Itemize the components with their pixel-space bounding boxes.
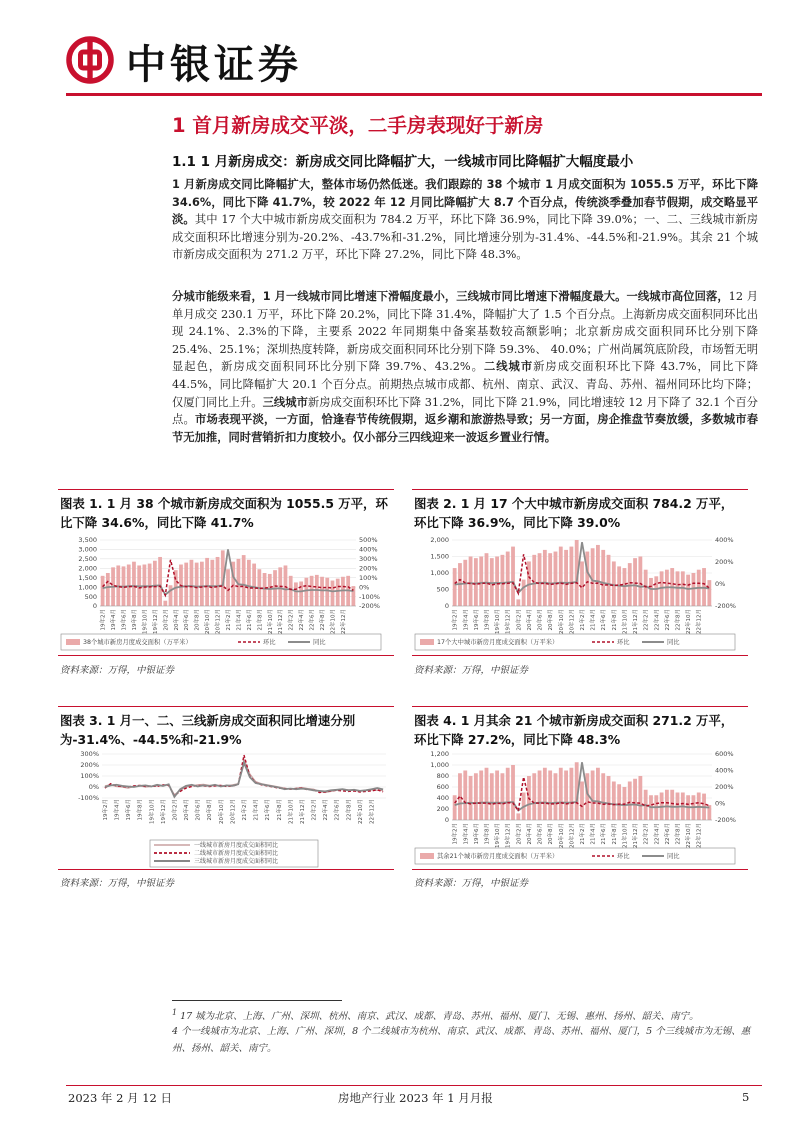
y-left-tick-label: 1,000 [430, 761, 449, 770]
bar [205, 558, 209, 606]
x-tick-label: 22年8月 [346, 799, 353, 821]
y-left-tick-label: 600 [436, 783, 449, 792]
bar [325, 578, 329, 606]
x-tick-label: 19年2月 [452, 823, 459, 845]
bar [543, 550, 547, 606]
x-tick-label: 22年6月 [334, 799, 341, 821]
paragraph-2 [172, 288, 758, 446]
y-left-tick-label: 1,000 [430, 569, 449, 578]
x-tick-label: 19年8月 [484, 609, 491, 631]
figure-2-chart [414, 534, 750, 654]
x-tick-label: 21年6月 [246, 609, 253, 631]
x-tick-label: 21年2月 [580, 609, 586, 631]
bar [580, 782, 584, 821]
y-right-tick-label: 600% [715, 750, 734, 759]
bar [169, 585, 173, 606]
bar [569, 547, 573, 606]
x-tick-label: 19年6月 [473, 609, 480, 631]
figure-1-top-rule [58, 489, 394, 490]
x-tick-label: 22年2月 [643, 823, 650, 845]
bar [591, 771, 595, 821]
bar [304, 578, 308, 606]
x-tick-label: 21年12月 [633, 609, 640, 634]
y-right-tick-label: -200% [715, 816, 736, 825]
legend-bars-label: 38个城市新房月度成交面积（万平米） [83, 639, 192, 646]
bar [190, 560, 194, 606]
bar [252, 564, 256, 606]
bar [495, 771, 499, 821]
bar [628, 563, 632, 606]
y-left-tick-label: 1,200 [430, 750, 449, 759]
bar [596, 545, 600, 606]
paragraph-2-text-2: 新房成交面积环比下降 43.7%，同比下降 44.5%，同比降幅扩大 20.1 个百分点。前期热点城市成都、杭州、南京、武汉、青岛、苏州、福州同环比均下降；仅厦门同比上升。 [172, 360, 758, 409]
paragraph-2-bold-4: 市场表现平淡，一方面，恰逢春节传统假期，返乡潮和旅游热导致；另一方面，房企推盘节奏放缓，多数城市春节无加推，同时营销折扣力度较小。仅小部分三四线迎来一波返乡置业行情。 [172, 413, 758, 444]
bar [485, 768, 489, 820]
x-tick-label: 20年8月 [194, 609, 201, 631]
bar [352, 586, 356, 606]
x-tick-label: 20年2月 [516, 823, 523, 845]
brand-logo [66, 36, 114, 84]
paragraph-1-bold: 1 月新房成交同比降幅扩大，整体市场仍然低迷。我们跟踪的 38 个城市 1 月成交面积为 1055.5 万平，环比下降 34.6%，同比下降 41.7%，较 2022 年 12 月同比降幅扩大 8.7 个百分点，传统淡季叠加春节假期，成交略显平淡。 [172, 178, 758, 227]
x-tick-label: 19年10月 [149, 799, 156, 824]
x-tick-label: 20年12月 [569, 609, 576, 634]
x-tick-label: 19年8月 [137, 799, 144, 821]
x-tick-label: 20年10月 [558, 823, 565, 848]
legend-bar-swatch [66, 639, 80, 645]
paragraph-2-bold-1: 分城市能级来看，1 月一线城市同比增速下滑幅度最小，三线城市同比增速下滑幅度最大。一线城市高位回落， [172, 290, 729, 303]
figure-2-title: 图表 2. 1 月 17 个大中城市新房成交面积 784.2 万平，环比下降 36.9%，同比下降 39.0% [414, 496, 734, 530]
footnote-1-text: 17 城为北京、上海、广州、深圳、杭州、南京、武汉、成都、青岛、苏州、福州、厦门、无锡、惠州、扬州、韶关、南宁。 [180, 1011, 699, 1023]
y-right-tick-label: 500% [359, 536, 378, 545]
y-left-tick-label: 1,500 [78, 573, 97, 582]
bar [195, 563, 199, 606]
y-left-tick-label: 500 [436, 585, 449, 594]
y-right-tick-label: 0% [715, 580, 726, 589]
bar [474, 558, 478, 606]
x-tick-label: 19年10月 [495, 609, 502, 634]
bar [490, 558, 494, 606]
x-tick-label: 22年10月 [357, 799, 364, 824]
x-tick-label: 19年12月 [160, 799, 167, 824]
bar [601, 773, 605, 820]
y-right-tick-label: -100% [359, 592, 380, 601]
x-tick-label: 20年8月 [548, 823, 555, 845]
figure-1-chart [60, 534, 396, 654]
x-tick-label: 21年4月 [253, 799, 260, 821]
x-tick-label: 22年2月 [311, 799, 318, 821]
bar [268, 574, 272, 606]
x-tick-label: 22年10月 [686, 823, 693, 848]
bar [516, 599, 520, 606]
bar [242, 555, 246, 606]
y-left-tick-label: 1,000 [78, 583, 97, 592]
footnote-1 [172, 1004, 760, 1025]
footnote-2-text: 4 个一线城市为北京、上海、广州、深圳，8 个二线城市为杭州、南京、武汉、成都、青岛、苏州、福州、厦门，5 个三线城市为无锡、惠州、扬州、韶关、南宁。 [172, 1026, 751, 1054]
bar [601, 550, 605, 606]
y-tick-label: 100% [80, 772, 99, 781]
x-tick-label: 20年4月 [526, 609, 533, 631]
footer-page-number: 5 [742, 1090, 750, 1104]
bar [649, 578, 653, 606]
x-tick-label: 22年10月 [686, 609, 693, 634]
footer-rule [66, 1085, 762, 1086]
x-tick-label: 22年6月 [309, 609, 316, 631]
x-tick-label: 19年8月 [131, 609, 138, 631]
legend-yoy-label: 同比 [313, 639, 326, 646]
x-tick-label: 22年10月 [330, 609, 337, 634]
y-left-tick-label: 0 [92, 602, 97, 611]
legend-yoy-label: 同比 [667, 639, 680, 646]
legend-yoy-label: 同比 [667, 853, 680, 860]
bar [607, 555, 611, 606]
y-left-tick-label: 3,000 [78, 545, 97, 554]
y-tick-label: 200% [80, 761, 99, 770]
x-tick-label: 21年8月 [276, 799, 283, 821]
bar [612, 782, 616, 821]
x-tick-label: 19年4月 [114, 799, 121, 821]
x-tick-label: 20年2月 [172, 799, 179, 821]
bar [101, 576, 105, 606]
x-tick-label: 21年6月 [265, 799, 272, 821]
figure-3-chart [60, 748, 396, 868]
y-tick-label: 0% [88, 783, 99, 792]
x-tick-label: 21年8月 [257, 609, 264, 631]
paragraph-1 [172, 176, 758, 264]
y-right-tick-label: -200% [715, 602, 736, 611]
x-tick-label: 22年8月 [675, 823, 682, 845]
x-tick-label: 21年10月 [622, 823, 629, 848]
bank-of-china-logo-icon [66, 36, 114, 84]
bar [453, 795, 457, 820]
legend-bar-swatch [420, 853, 434, 859]
y-left-tick-label: 2,500 [78, 555, 97, 564]
bar [284, 565, 288, 606]
x-tick-label: 21年12月 [633, 823, 640, 848]
figure-4-source: 资料来源：万得，中银证券 [414, 878, 529, 889]
figure-4-top-rule [412, 706, 748, 707]
bar [106, 573, 110, 606]
brand-name: 中银证券 [126, 42, 302, 88]
x-tick-label: 21年8月 [611, 609, 618, 631]
y-right-tick-label: 200% [359, 564, 378, 573]
x-tick-label: 19年2月 [100, 609, 107, 631]
bar [638, 557, 642, 607]
x-tick-label: 22年8月 [675, 609, 682, 631]
legend-bars-label: 17个大中城市新房月度成交面积（万平米） [437, 639, 559, 646]
y-tick-label: 300% [80, 750, 99, 759]
bar [538, 771, 542, 821]
x-tick-label: 20年2月 [516, 609, 523, 631]
footnote-1-number: 1 [172, 1008, 178, 1017]
series-line-3 [105, 763, 383, 797]
bar [569, 768, 573, 820]
x-tick-label: 22年2月 [643, 609, 650, 631]
y-left-tick-label: 3,500 [78, 536, 97, 545]
x-tick-label: 22年6月 [664, 609, 671, 631]
bar [596, 768, 600, 820]
bar [479, 557, 483, 607]
x-tick-label: 22年12月 [696, 609, 703, 634]
bar [607, 776, 611, 820]
y-right-tick-label: 0% [359, 583, 370, 592]
bar [299, 581, 303, 606]
section-title: 1 首月新房成交平淡，二手房表现好于新房 [172, 114, 544, 137]
x-tick-label: 19年4月 [111, 609, 118, 631]
x-tick-label: 19年12月 [505, 609, 512, 634]
x-tick-label: 22年4月 [323, 799, 330, 821]
y-left-tick-label: 400 [436, 794, 449, 803]
x-tick-label: 20年12月 [215, 609, 222, 634]
bar [580, 561, 584, 606]
bar [522, 580, 526, 606]
x-tick-label: 20年4月 [173, 609, 180, 631]
x-tick-label: 20年6月 [537, 823, 544, 845]
bar [210, 560, 214, 606]
bar [226, 569, 230, 606]
x-tick-label: 20年6月 [184, 609, 191, 631]
legend-label-1: 一线城市新房月度成交面积同比 [194, 842, 279, 849]
bar [564, 771, 568, 821]
x-tick-label: 19年12月 [505, 823, 512, 848]
x-tick-label: 22年12月 [340, 609, 347, 634]
figure-4-chart [414, 748, 750, 868]
x-tick-label: 20年8月 [207, 799, 214, 821]
footer-date: 2023 年 2 月 12 日 [68, 1091, 172, 1105]
bar [500, 773, 504, 820]
x-tick-label: 19年10月 [142, 609, 149, 634]
figure-2-source: 资料来源：万得，中银证券 [414, 665, 529, 676]
figure-1-source: 资料来源：万得，中银证券 [60, 665, 175, 676]
x-tick-label: 21年2月 [580, 823, 586, 845]
bar [153, 561, 157, 606]
figure-2-bottom-rule [412, 655, 748, 656]
bar [670, 790, 674, 820]
bar [543, 768, 547, 820]
y-right-tick-label: 100% [359, 573, 378, 582]
x-tick-label: 20年6月 [195, 799, 202, 821]
x-tick-label: 22年4月 [654, 823, 661, 845]
figure-1-bottom-rule [58, 655, 394, 656]
bar [511, 765, 515, 820]
bar [158, 557, 162, 606]
bar [485, 553, 489, 606]
bar [638, 776, 642, 820]
bar [559, 547, 563, 606]
footnote-rule [172, 1000, 342, 1001]
y-right-tick-label: 200% [715, 783, 734, 792]
figure-3-title: 图表 3. 1 月一、二、三线新房成交面积同比增速分别为-31.4%、-44.5%和-21.9% [60, 713, 356, 747]
x-tick-label: 19年6月 [473, 823, 480, 845]
legend-mom-label: 环比 [617, 639, 630, 646]
x-tick-label: 21年6月 [601, 823, 608, 845]
y-right-tick-label: 0% [715, 799, 726, 808]
x-tick-label: 20年4月 [526, 823, 533, 845]
bar [612, 561, 616, 606]
bar [628, 782, 632, 821]
bar [633, 779, 637, 820]
x-tick-label: 19年6月 [121, 609, 128, 631]
bar [548, 771, 552, 821]
figure-4-title: 图表 4. 1 月其余 21 个城市新房成交面积 271.2 万平，环比下降 27.2%，同比下降 48.3% [414, 713, 734, 747]
bar [247, 560, 251, 606]
figure-3-top-rule [58, 706, 394, 707]
bar [554, 552, 558, 606]
x-tick-label: 22年2月 [288, 609, 295, 631]
x-tick-label: 21年10月 [288, 799, 295, 824]
y-right-tick-label: 200% [715, 558, 734, 567]
figure-4-bottom-rule [412, 869, 748, 870]
x-tick-label: 22年8月 [320, 609, 327, 631]
legend-mom-label: 环比 [617, 853, 630, 860]
legend-bar-swatch [420, 639, 434, 645]
y-left-tick-label: 200 [436, 805, 449, 814]
paragraph-2-bold-2: 二线城市 [483, 360, 534, 374]
bar [506, 768, 510, 820]
x-tick-label: 21年10月 [622, 609, 629, 634]
bar [490, 773, 494, 820]
paragraph-2-text-3: 新房成交面积环比下降 31.2%，同比下降 21.9%，同比增速较 12 月下降了 32.1 个百分点。 [172, 395, 758, 427]
x-tick-label: 21年6月 [601, 609, 608, 631]
x-tick-label: 22年12月 [369, 799, 376, 824]
bar [686, 575, 690, 606]
x-tick-label: 22年4月 [299, 609, 306, 631]
x-tick-label: 19年2月 [102, 799, 109, 821]
bar [331, 581, 335, 606]
bar [516, 813, 520, 820]
legend-label-2: 二线城市新房月度成交面积同比 [194, 850, 279, 857]
bar [500, 555, 504, 606]
x-tick-label: 19年4月 [463, 823, 470, 845]
x-tick-label: 19年4月 [463, 609, 470, 631]
bar [506, 552, 510, 606]
bar [511, 547, 515, 606]
x-tick-label: 21年2月 [242, 799, 248, 821]
x-tick-label: 21年10月 [267, 609, 274, 634]
x-tick-label: 21年4月 [236, 609, 243, 631]
figure-3-source: 资料来源：万得，中银证券 [60, 878, 175, 889]
bar [469, 776, 473, 820]
bar [617, 784, 621, 820]
bar [692, 573, 696, 606]
figure-3-bottom-rule [58, 869, 394, 870]
y-left-tick-label: 0 [444, 602, 449, 611]
bar [548, 553, 552, 606]
figure-2-top-rule [412, 489, 748, 490]
bar [336, 579, 340, 606]
header-rule [66, 93, 762, 96]
x-tick-label: 20年12月 [569, 823, 576, 848]
bar [148, 564, 152, 606]
x-tick-label: 21年12月 [278, 609, 285, 634]
legend-label-3: 三线城市新房月度成交面积同比 [194, 858, 279, 865]
y-right-tick-label: 400% [715, 536, 734, 545]
x-tick-label: 22年4月 [654, 609, 661, 631]
bar [469, 557, 473, 607]
bar [474, 773, 478, 820]
bar [665, 790, 669, 820]
bar [294, 582, 298, 606]
legend-bars-label: 其余21个城市新房月度成交面积（万平米） [437, 853, 559, 860]
y-right-tick-label: -200% [359, 602, 380, 611]
x-tick-label: 21年2月 [226, 609, 232, 631]
bar [532, 773, 536, 820]
y-left-tick-label: 500 [84, 592, 97, 601]
paragraph-1-text: 其中 17 个大中城市新房成交面积为 784.2 万平，环比下降 36.9%，同比下降 39.0%；一、二、三线城市新房成交面积环比增速分别为-20.2%、-43.7%和-31.2%，同比增速分别为-31.4%、-44.5%和-21.9%。其余 21 个城市新房成交面积为 271.2 万平，环比下降 27.2%，同比下降 48.3%。 [172, 213, 758, 262]
x-tick-label: 21年4月 [590, 609, 597, 631]
bar [538, 553, 542, 606]
bar [216, 557, 220, 606]
bar [564, 550, 568, 606]
paragraph-2-text-1: 12 月单月成交 230.1 万平，环比下降 20.2%，同比下降 31.4%，降幅扩大了 1.5 个百分点。上海新房成交面积同环比出现 24.1%、2.3%的下降，主要系 2022 年同期集中备案基数较高额影响；北京新房成交面积同环比分别下降 25.4%、25.1%；深圳热度转降，新房成交面积同环比分别下降 59.3%、 40.0%；广州尚属筑底阶段，市场暂无明显起色，新房成交面积同环比分别下降 39.7%、43.2%。 [172, 290, 758, 374]
bar [633, 558, 637, 606]
y-right-tick-label: 300% [359, 555, 378, 564]
bar [479, 771, 483, 821]
bar [163, 601, 167, 606]
bar [654, 576, 658, 606]
bar [132, 562, 136, 606]
bar [320, 577, 324, 606]
y-left-tick-label: 0 [444, 816, 449, 825]
x-tick-label: 21年8月 [611, 823, 618, 845]
bar [453, 568, 457, 606]
bar [143, 565, 147, 606]
bar [289, 576, 293, 606]
y-tick-label: -100% [78, 794, 99, 803]
footer-report-name: 房地产行业 2023 年 1 月月报 [338, 1091, 493, 1105]
figure-1-title: 图表 1. 1 月 38 个城市新房成交面积为 1055.5 万平，环比下降 34.6%，同比下降 41.7% [60, 496, 388, 530]
footnote-2 [172, 1023, 760, 1057]
legend-mom-label: 环比 [263, 639, 276, 646]
x-tick-label: 20年2月 [163, 609, 170, 631]
bar [554, 773, 558, 820]
x-tick-label: 20年8月 [548, 609, 555, 631]
bar [559, 768, 563, 820]
x-tick-label: 20年10月 [218, 799, 225, 824]
bar [184, 563, 188, 606]
x-tick-label: 19年6月 [126, 799, 133, 821]
x-tick-label: 19年12月 [152, 609, 159, 634]
x-tick-label: 20年4月 [184, 799, 191, 821]
y-left-tick-label: 2,000 [78, 564, 97, 573]
bar [495, 557, 499, 607]
x-tick-label: 22年12月 [696, 823, 703, 848]
bar [200, 562, 204, 606]
y-left-tick-label: 800 [436, 772, 449, 781]
y-left-tick-label: 1,500 [430, 552, 449, 561]
x-tick-label: 19年8月 [484, 823, 491, 845]
x-tick-label: 22年6月 [664, 823, 671, 845]
x-tick-label: 20年6月 [537, 609, 544, 631]
bar [463, 771, 467, 821]
y-left-tick-label: 2,000 [430, 536, 449, 545]
x-tick-label: 21年4月 [590, 823, 597, 845]
x-tick-label: 19年2月 [452, 609, 459, 631]
x-tick-label: 19年10月 [495, 823, 502, 848]
bar [707, 580, 711, 606]
y-right-tick-label: 400% [715, 766, 734, 775]
x-tick-label: 20年10月 [205, 609, 212, 634]
x-tick-label: 21年12月 [299, 799, 306, 824]
paragraph-2-bold-3: 三线城市 [262, 395, 308, 409]
x-tick-label: 20年10月 [558, 609, 565, 634]
y-right-tick-label: 400% [359, 545, 378, 554]
section-subtitle: 1.1 1 月新房成交：新房成交同比降幅扩大，一线城市同比降幅扩大幅度最小 [172, 154, 634, 170]
x-tick-label: 20年12月 [230, 799, 237, 824]
